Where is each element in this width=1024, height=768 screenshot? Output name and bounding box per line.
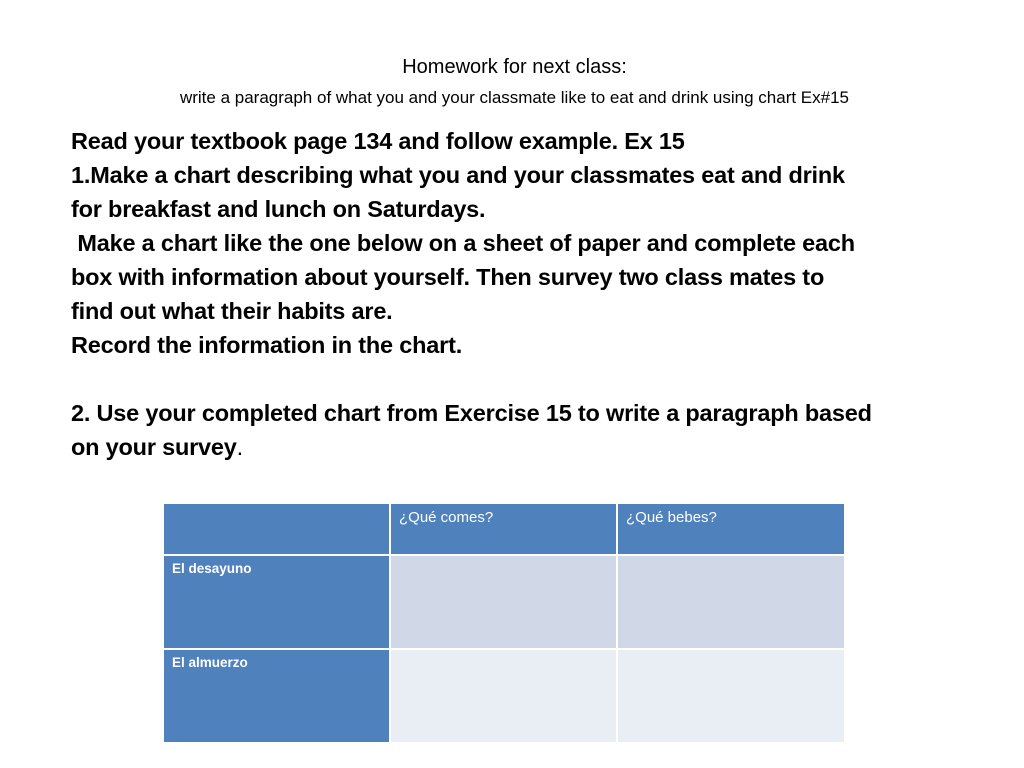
instruction-line: Make a chart like the one below on a sheet of paper and complete each (71, 230, 855, 256)
homework-title: Homework for next class: (402, 56, 627, 78)
table-header-corner (163, 503, 390, 555)
row-label-almuerzo: El almuerzo (163, 649, 390, 743)
instruction-text: on your survey (71, 434, 237, 460)
table-cell (617, 555, 845, 649)
instructions-block (71, 124, 951, 464)
instruction-line (71, 430, 951, 464)
table-header-row (163, 503, 845, 555)
instruction-line: box with information about yourself. Then survey two class mates to (71, 264, 825, 290)
homework-subtitle: write a paragraph of what you and your classmate like to eat and drink using chart Ex#15 (179, 88, 850, 107)
table-cell (617, 649, 845, 743)
paragraph-gap (71, 362, 951, 396)
instruction-line: for breakfast and lunch on Saturdays. (71, 196, 486, 222)
table-row (163, 649, 845, 743)
instruction-line: 1.Make a chart describing what you and your classmates eat and drink (71, 162, 845, 188)
instruction-line: Record the information in the chart. (71, 332, 463, 358)
table-header-que-bebes: ¿Qué bebes? (617, 503, 845, 555)
homework-header (0, 54, 1024, 110)
table-cell (390, 649, 617, 743)
table-row (163, 555, 845, 649)
survey-chart (162, 502, 846, 744)
period-mark: . (236, 434, 244, 460)
row-label-desayuno: El desayuno (163, 555, 390, 649)
instruction-line: Read your textbook page 134 and follow example. Ex 15 (71, 128, 685, 154)
table-header-que-comes: ¿Qué comes? (390, 503, 617, 555)
instruction-line: 2. Use your completed chart from Exercise 15 to write a paragraph based (71, 400, 872, 426)
instruction-line: find out what their habits are. (71, 298, 393, 324)
table-cell (390, 555, 617, 649)
